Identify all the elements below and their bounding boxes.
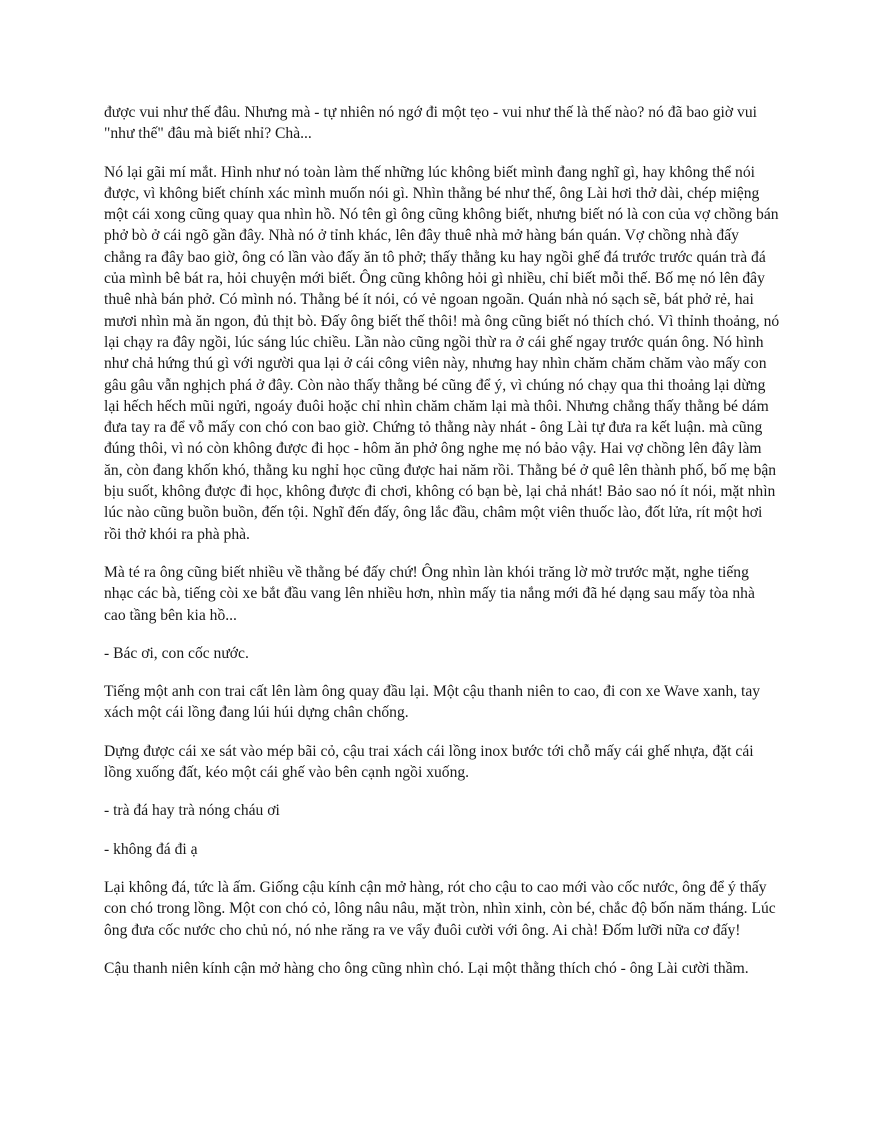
paragraph: Dựng được cái xe sát vào mép bãi cỏ, cậu trai xách cái lồng inox bước tới chỗ mấy cái ghế nhựa, đặt cái lồng xuống đất, kéo một cái ghế vào bên cạnh ngồi xuống. xyxy=(104,742,754,782)
paragraph: Nó lại gãi mí mắt. Hình như nó toàn làm thế những lúc không biết mình đang nghĩ gì, hay không thể nói được, vì không biết chính xác mình muốn nói gì. Nhìn thằng bé như thế, ông Lài hơi thở dài, chép miệng một cái xong cũng quay qua nhìn hồ. Nó tên gì ông cũng không biết, nhưng biết nó là con của vợ chồng bán phở bò ở cái ngõ gần đây. Nhà nó ở tỉnh khác, lên đây thuê nhà mở hàng bán quán. Vợ chồng nhà đấy chẳng ra đây bao giờ, ông có lần vào đấy ăn tô phở; thấy thằng ku hay ngồi ghế đá trước trước quán trà đá của mình bê bát ra, hỏi chuyện mới biết. Ông cũng không hỏi gì nhiều, chỉ biết mỗi thế. Bố mẹ nó lên đây thuê nhà bán phở. Có mình nó. Thằng bé ít nói, có vẻ ngoan ngoãn. Quán nhà nó sạch sẽ, bát phở rẻ, hai mươi nhìn mà ăn ngon, đủ thịt bò. Đấy ông biết thế thôi! mà ông cũng biết nó thích chó. Vì thỉnh thoảng, nó lại chạy ra đây ngồi, lúc sáng lúc chiều. Lần nào cũng ngồi thừ ra ở cái ghế ngay trước quán ông. Nó hình như chả hứng thú gì với người qua lại ở cái công viên này, nhưng hay nhìn chăm chăm chăm vào mấy con gâu gâu vẫn nghịch phá ở đây. Còn nào thấy thằng bé cũng để ý, vì chúng nó chạy qua thi thoảng lại dừng lại hếch hếch mũi ngửi, ngoáy đuôi hoặc chỉ nhìn chăm chăm lại mà thôi. Nhưng chẳng thấy thằng bé dám đưa tay ra để vỗ mấy con chó con bao giờ. Chứng tỏ thằng này nhát - ông Lài tự đưa ra kết luận. mà cũng đúng thôi, vì nó còn không được đi học - hôm ăn phở ông nghe mẹ nó bảo vậy. Hai vợ chồng lên đây làm ăn, còn đang khốn khó, thằng ku nghỉ học cũng được hai năm rồi. Thằng bé ở quê lên thành phố, bố mẹ bận bịu suốt, không được đi học, không được đi chơi, không có bạn bè, lại chả nhát! Bảo sao nó ít nói, mặt nhìn lúc nào cũng buồn buồn, đến tội. Nghĩ đến đấy, ông lắc đầu, châm một viên thuốc lào, đốt lửa, rít một hơi rồi thở khói ra phà phà. xyxy=(104,163,780,543)
paragraph: - không đá đi ạ xyxy=(104,840,198,858)
paragraph: Mà té ra ông cũng biết nhiều về thằng bé đấy chứ! Ông nhìn làn khói trăng lờ mờ trước mặt, nghe tiếng nhạc các bà, tiếng còi xe bắt đầu vang lên nhiều hơn, nhìn mấy tia nắng mới đã hé dạng sau mấy tòa nhà cao tầng bên kia hồ... xyxy=(104,563,755,624)
paragraph: Lại không đá, tức là ấm. Giống cậu kính cận mở hàng, rót cho cậu to cao mới vào cốc nước, ông để ý thấy con chó trong lồng. Một con chó cỏ, lông nâu nâu, mặt tròn, nhìn xinh, còn bé, chắc độ bốn năm tháng. Lúc ông đưa cốc nước cho chủ nó, nó nhe răng ra ve vẩy đuôi cười với ông. Ai chà! Đốm lưỡi nữa cơ đấy! xyxy=(104,878,776,939)
paragraph: - Bác ơi, con cốc nước. xyxy=(104,644,249,662)
document-body xyxy=(104,102,780,996)
paragraph: Tiếng một anh con trai cất lên làm ông quay đầu lại. Một cậu thanh niên to cao, đi con xe Wave xanh, tay xách một cái lồng đang lúi húi dựng chân chống. xyxy=(104,683,761,722)
paragraph: Cậu thanh niên kính cận mở hàng cho ông cũng nhìn chó. Lại một thằng thích chó - ông Lài cười thầm. xyxy=(104,959,749,977)
paragraph: được vui như thế đâu. Nhưng mà - tự nhiên nó ngớ đi một tẹo - vui như thế là thế nào? nó đã bao giờ vui "như thế" đâu mà biết nhỉ? Chà... xyxy=(104,104,757,143)
paragraph: - trà đá hay trà nóng cháu ơi xyxy=(104,802,280,820)
